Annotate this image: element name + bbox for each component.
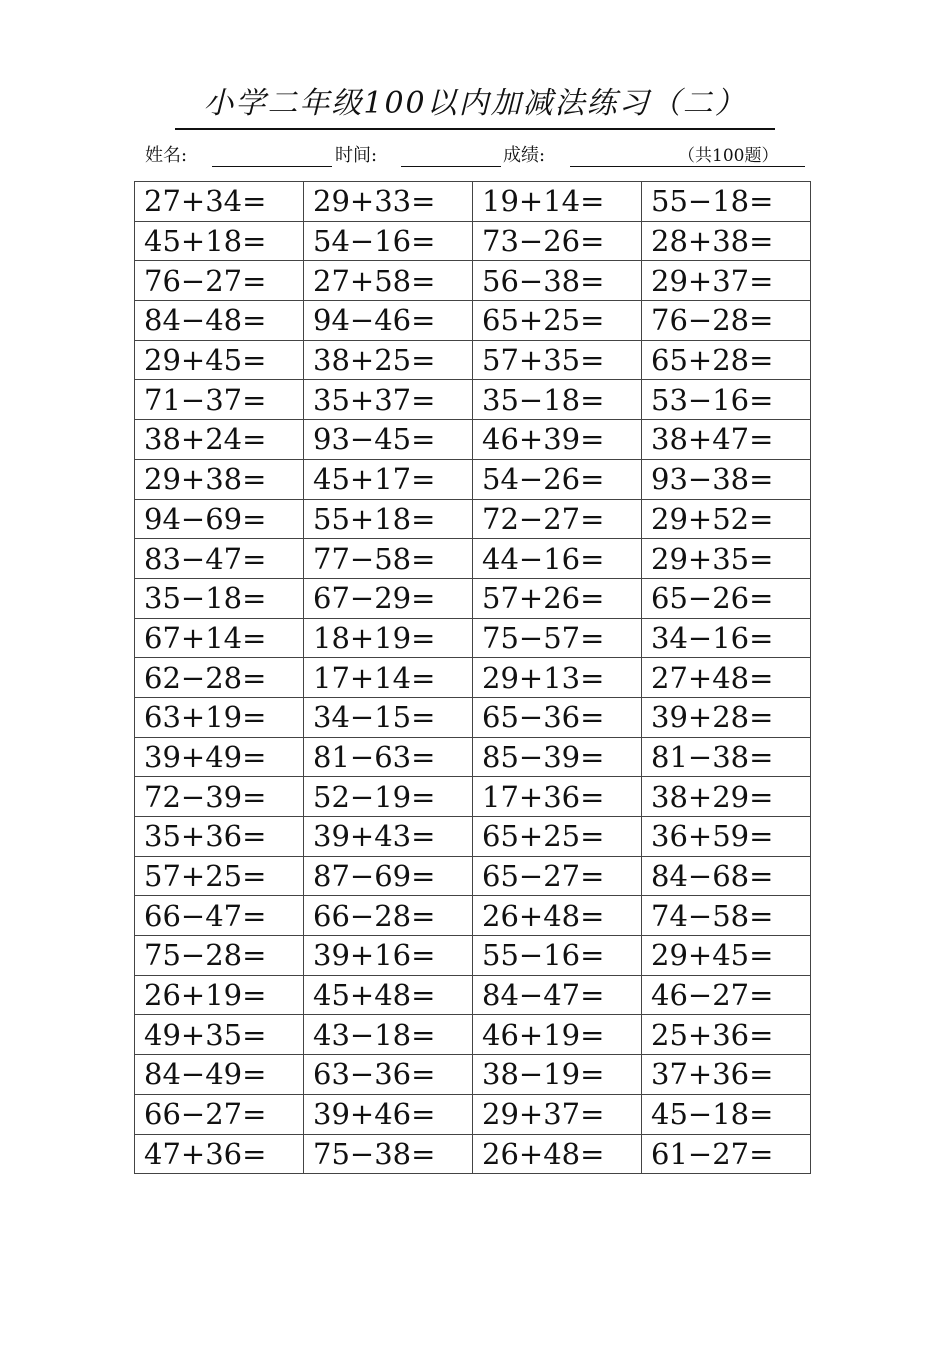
problem-cell: 55−18= [642, 182, 811, 222]
score-label: 成绩: [503, 145, 546, 166]
time-blank[interactable] [401, 166, 501, 167]
problem-cell: 63−36= [304, 1055, 473, 1095]
problem-cell: 87−69= [304, 856, 473, 896]
problem-cell: 38+29= [642, 777, 811, 817]
problem-cell: 66−47= [135, 896, 304, 936]
problem-cell: 84−47= [473, 975, 642, 1015]
problem-cell: 93−38= [642, 459, 811, 499]
problem-cell: 34−15= [304, 697, 473, 737]
problem-cell: 28+38= [642, 221, 811, 261]
worksheet-title: 小学二年级100以内加减法练习（二） [175, 80, 775, 130]
problem-cell: 83−47= [135, 539, 304, 579]
problem-row [135, 1094, 811, 1134]
problem-row [135, 737, 811, 777]
problem-cell: 66−27= [135, 1094, 304, 1134]
problem-cell: 37+36= [642, 1055, 811, 1095]
problem-cell: 52−19= [304, 777, 473, 817]
problem-cell: 65+28= [642, 340, 811, 380]
problem-row [135, 1134, 811, 1174]
problem-cell: 84−49= [135, 1055, 304, 1095]
problem-row [135, 499, 811, 539]
problem-cell: 65−36= [473, 697, 642, 737]
problem-row [135, 340, 811, 380]
problem-cell: 81−38= [642, 737, 811, 777]
problem-row [135, 697, 811, 737]
problem-cell: 39+28= [642, 697, 811, 737]
problem-cell: 65+25= [473, 301, 642, 341]
problem-row [135, 817, 811, 857]
problem-cell: 94−69= [135, 499, 304, 539]
problem-row [135, 301, 811, 341]
problem-cell: 26+19= [135, 975, 304, 1015]
problem-cell: 27+48= [642, 658, 811, 698]
problem-cell: 45−18= [642, 1094, 811, 1134]
problem-cell: 47+36= [135, 1134, 304, 1174]
problem-row [135, 975, 811, 1015]
problem-row [135, 380, 811, 420]
problem-cell: 44−16= [473, 539, 642, 579]
problem-cell: 29+45= [135, 340, 304, 380]
problem-row [135, 1055, 811, 1095]
problem-cell: 29+38= [135, 459, 304, 499]
problem-row [135, 618, 811, 658]
problem-cell: 55+18= [304, 499, 473, 539]
problem-cell: 17+36= [473, 777, 642, 817]
problem-row [135, 578, 811, 618]
problem-row [135, 182, 811, 222]
problem-cell: 76−27= [135, 261, 304, 301]
problem-row [135, 658, 811, 698]
problem-cell: 35−18= [473, 380, 642, 420]
problem-cell: 25+36= [642, 1015, 811, 1055]
problem-cell: 81−63= [304, 737, 473, 777]
problem-cell: 75−38= [304, 1134, 473, 1174]
problem-cell: 27+58= [304, 261, 473, 301]
problem-cell: 29+45= [642, 936, 811, 976]
problem-cell: 71−37= [135, 380, 304, 420]
problem-cell: 36+59= [642, 817, 811, 857]
problem-cell: 35−18= [135, 578, 304, 618]
problem-cell: 84−48= [135, 301, 304, 341]
problem-cell: 26+48= [473, 1134, 642, 1174]
problem-row [135, 896, 811, 936]
problem-cell: 38−19= [473, 1055, 642, 1095]
problem-cell: 29+13= [473, 658, 642, 698]
problem-cell: 63+19= [135, 697, 304, 737]
problem-cell: 84−68= [642, 856, 811, 896]
name-label: 姓名: [145, 145, 188, 166]
problem-cell: 34−16= [642, 618, 811, 658]
problem-cell: 39+16= [304, 936, 473, 976]
problem-cell: 29+37= [642, 261, 811, 301]
problem-cell: 66−28= [304, 896, 473, 936]
total-note: （共100题） [678, 146, 779, 166]
problem-cell: 75−28= [135, 936, 304, 976]
problem-cell: 26+48= [473, 896, 642, 936]
problem-cell: 46+19= [473, 1015, 642, 1055]
student-info-line [145, 142, 815, 170]
problem-cell: 46+39= [473, 420, 642, 460]
problem-row [135, 221, 811, 261]
problem-cell: 18+19= [304, 618, 473, 658]
problem-cell: 49+35= [135, 1015, 304, 1055]
problem-cell: 27+34= [135, 182, 304, 222]
problem-cell: 85−39= [473, 737, 642, 777]
problem-cell: 76−28= [642, 301, 811, 341]
problem-row [135, 539, 811, 579]
problem-cell: 39+43= [304, 817, 473, 857]
problem-cell: 38+24= [135, 420, 304, 460]
problem-cell: 35+37= [304, 380, 473, 420]
problem-cell: 72−27= [473, 499, 642, 539]
problem-cell: 55−16= [473, 936, 642, 976]
problem-cell: 77−58= [304, 539, 473, 579]
problem-cell: 29+33= [304, 182, 473, 222]
problem-cell: 35+36= [135, 817, 304, 857]
problem-cell: 29+35= [642, 539, 811, 579]
problem-cell: 17+14= [304, 658, 473, 698]
problem-cell: 54−16= [304, 221, 473, 261]
problem-row [135, 856, 811, 896]
problem-cell: 75−57= [473, 618, 642, 658]
problem-cell: 29+37= [473, 1094, 642, 1134]
problem-cell: 73−26= [473, 221, 642, 261]
problem-row [135, 777, 811, 817]
problem-cell: 56−38= [473, 261, 642, 301]
problem-cell: 57+26= [473, 578, 642, 618]
problem-cell: 62−28= [135, 658, 304, 698]
problem-cell: 39+49= [135, 737, 304, 777]
problem-row [135, 936, 811, 976]
problem-cell: 57+35= [473, 340, 642, 380]
name-blank[interactable] [212, 166, 332, 167]
problem-cell: 45+18= [135, 221, 304, 261]
problem-row [135, 261, 811, 301]
problem-cell: 67−29= [304, 578, 473, 618]
problem-row [135, 420, 811, 460]
problem-cell: 19+14= [473, 182, 642, 222]
problem-row [135, 459, 811, 499]
problem-cell: 45+48= [304, 975, 473, 1015]
problem-cell: 53−16= [642, 380, 811, 420]
problem-cell: 94−46= [304, 301, 473, 341]
time-label: 时间: [335, 145, 378, 166]
problem-cell: 29+52= [642, 499, 811, 539]
problem-cell: 39+46= [304, 1094, 473, 1134]
problem-cell: 54−26= [473, 459, 642, 499]
problem-cell: 65−27= [473, 856, 642, 896]
problem-cell: 38+47= [642, 420, 811, 460]
problem-cell: 65+25= [473, 817, 642, 857]
problem-cell: 57+25= [135, 856, 304, 896]
problem-row [135, 1015, 811, 1055]
problem-table [134, 181, 811, 1174]
problem-cell: 67+14= [135, 618, 304, 658]
problem-cell: 46−27= [642, 975, 811, 1015]
problem-cell: 61−27= [642, 1134, 811, 1174]
problem-cell: 74−58= [642, 896, 811, 936]
problem-cell: 43−18= [304, 1015, 473, 1055]
problem-cell: 65−26= [642, 578, 811, 618]
problem-cell: 93−45= [304, 420, 473, 460]
problem-cell: 45+17= [304, 459, 473, 499]
problem-cell: 72−39= [135, 777, 304, 817]
problem-cell: 38+25= [304, 340, 473, 380]
